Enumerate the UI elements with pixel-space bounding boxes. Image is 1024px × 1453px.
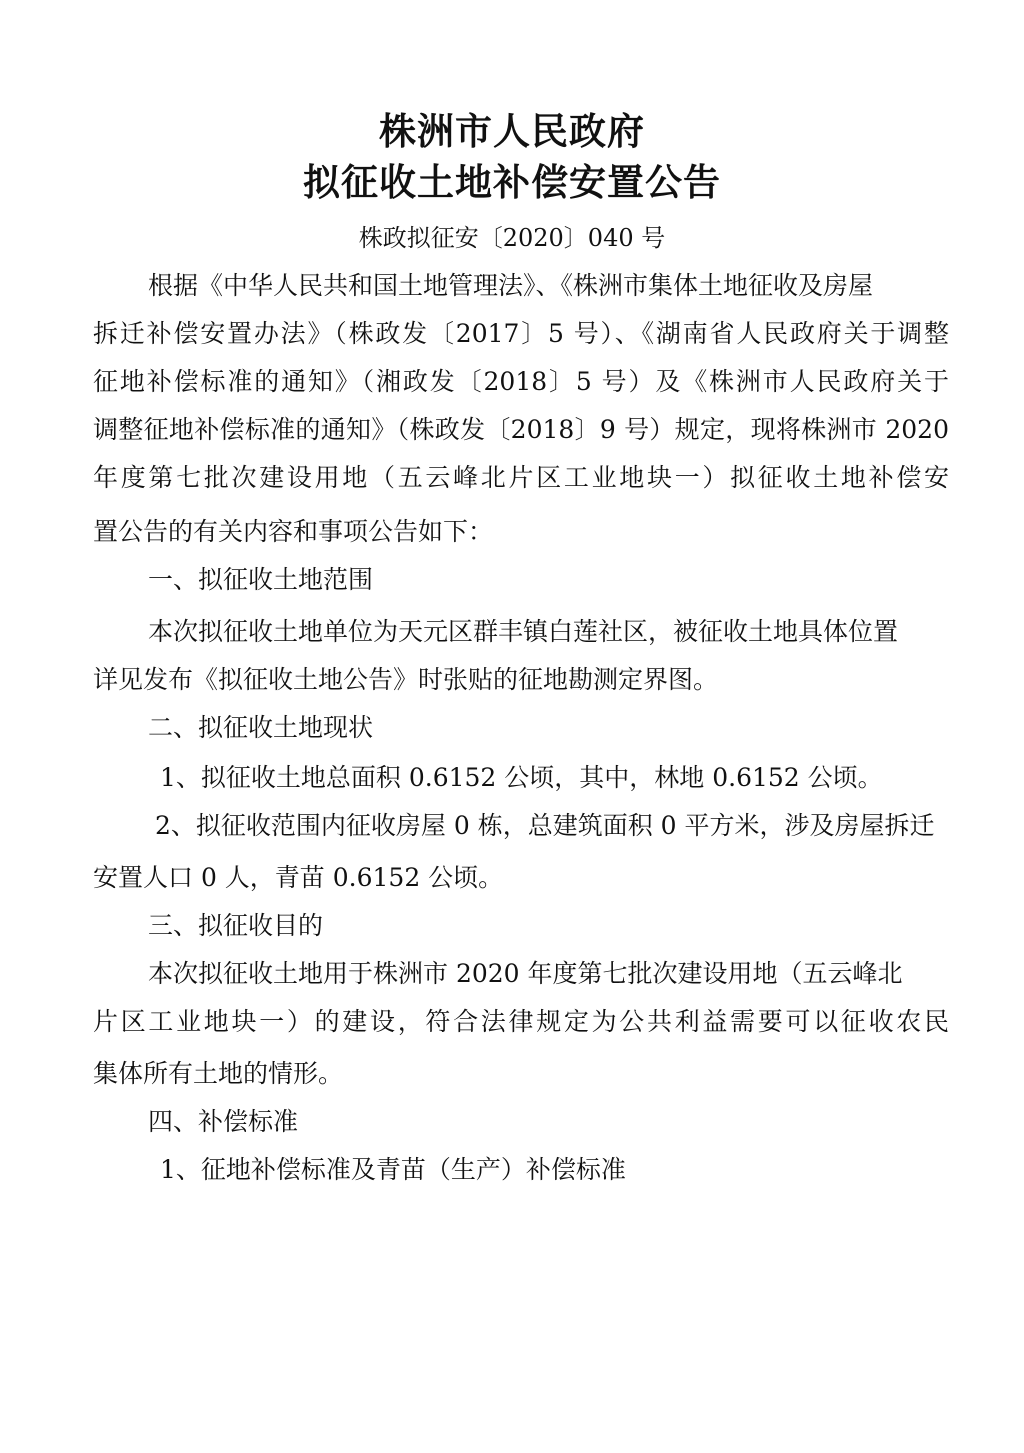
title-line-1: 株洲市人民政府 bbox=[379, 110, 645, 153]
section-heading: 四、补偿标准 bbox=[148, 1107, 299, 1136]
list-item: 1、拟征收土地总面积 0.6152 公顷，其中，林地 0.6152 公顷。 bbox=[160, 763, 883, 792]
paragraph-line: 片区工业地块一）的建设，符合法律规定为公共利益需要可以征收农民 bbox=[93, 1007, 949, 1036]
paragraph-line: 集体所有土地的情形。 bbox=[93, 1059, 344, 1088]
section-heading: 二、拟征收土地现状 bbox=[148, 713, 374, 742]
paragraph-line: 征地补偿标准的通知》（湘政发〔2018〕5 号）及《株洲市人民政府关于 bbox=[93, 367, 949, 396]
paragraph-line: 调整征地补偿标准的通知》（株政发〔2018〕9 号）规定，现将株洲市 2020 bbox=[93, 415, 949, 444]
paragraph-line: 根据《中华人民共和国土地管理法》、《株洲市集体土地征收及房屋 bbox=[148, 271, 874, 300]
section-heading: 三、拟征收目的 bbox=[148, 911, 324, 940]
paragraph-line: 年度第七批次建设用地（五云峰北片区工业地块一）拟征收土地补偿安 bbox=[93, 463, 949, 492]
document-number: 株政拟征安〔2020〕040 号 bbox=[358, 224, 666, 252]
list-item: 2、拟征收范围内征收房屋 0 栋，总建筑面积 0 平方米，涉及房屋拆迁 bbox=[155, 811, 935, 840]
paragraph-line: 详见发布《拟征收土地公告》时张贴的征地勘测定界图。 bbox=[93, 665, 719, 694]
paragraph-line: 本次拟征收土地单位为天元区群丰镇白莲社区，被征收土地具体位置 bbox=[148, 617, 899, 646]
paragraph-line: 置公告的有关内容和事项公告如下： bbox=[93, 517, 494, 546]
title-line-2: 拟征收土地补偿安置公告 bbox=[303, 161, 721, 204]
paragraph-line: 拆迁补偿安置办法》（株政发〔2017〕5 号）、《湖南省人民政府关于调整 bbox=[93, 319, 949, 348]
paragraph-line: 本次拟征收土地用于株洲市 2020 年度第七批次建设用地（五云峰北 bbox=[148, 959, 903, 988]
list-item: 1、征地补偿标准及青苗（生产）补偿标准 bbox=[160, 1155, 626, 1184]
section-heading: 一、拟征收土地范围 bbox=[148, 565, 374, 594]
paragraph-line: 安置人口 0 人，青苗 0.6152 公顷。 bbox=[93, 863, 504, 892]
